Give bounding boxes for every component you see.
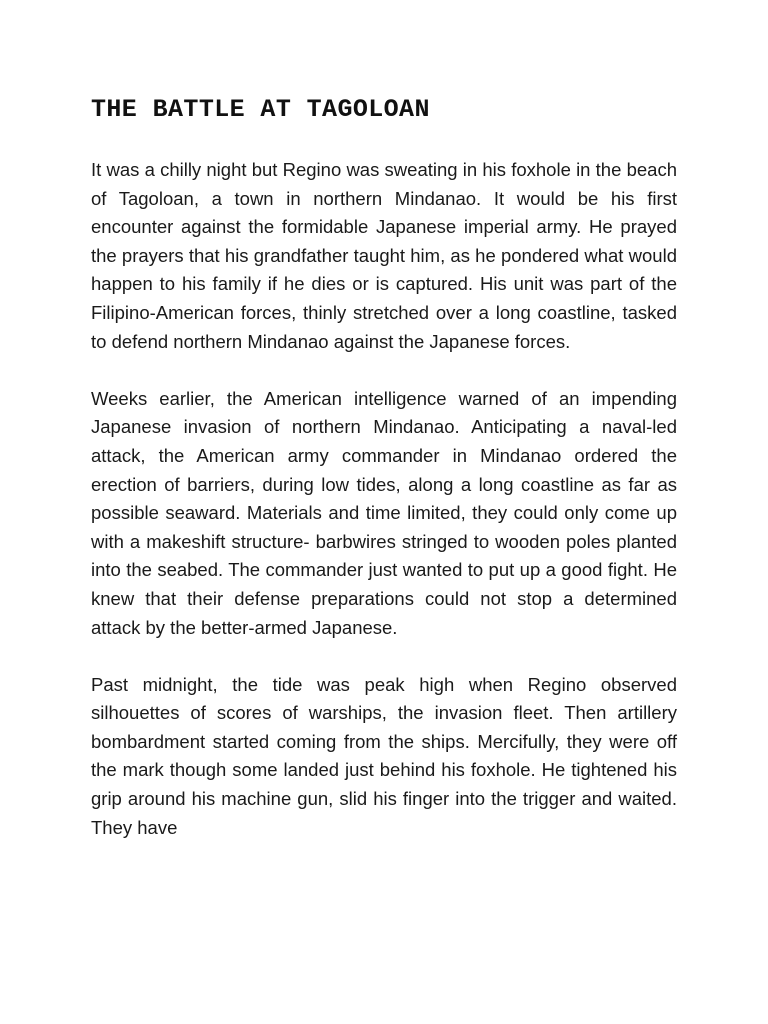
paragraph-2: Weeks earlier, the American intelligence warned of an impending Japanese invasion of northern Mindanao. Anticipating a naval-led attack, the American army commander in Mindanao ordered the erection of barriers, during low tides, along a long coastline as far as possible seaward. Materials and time limited, they could only come up with a makeshift structure- barbwires stringed to wooden poles planted into the seabed. The commander just wanted to put up a good fight. He knew that their defense preparations could not stop a determined attack by the better-armed Japanese. xyxy=(91,387,677,638)
document-title: THE BATTLE AT TAGOLOAN xyxy=(91,95,430,124)
paragraph-1: It was a chilly night but Regino was sweating in his foxhole in the beach of Tagoloan, a town in northern Mindanao. It would be his first encounter against the formidable Japanese imperial army. He prayed the prayers that his grandfather taught him, as he pondered what would happen to his family if he dies or is captured. His unit was part of the Filipino-American forces, thinly stretched over a long coastline, tasked to defend northern Mindanao against the Japanese forces. xyxy=(91,159,677,352)
document-body xyxy=(91,156,677,871)
paragraph-3: Past midnight, the tide was peak high when Regino observed silhouettes of scores of warships, the invasion fleet. Then artillery bombardment started coming from the ships. Mercifully, they were off the mark though some landed just behind his foxhole. He tightened his grip around his machine gun, slid his finger into the trigger and waited. They have xyxy=(91,673,677,838)
